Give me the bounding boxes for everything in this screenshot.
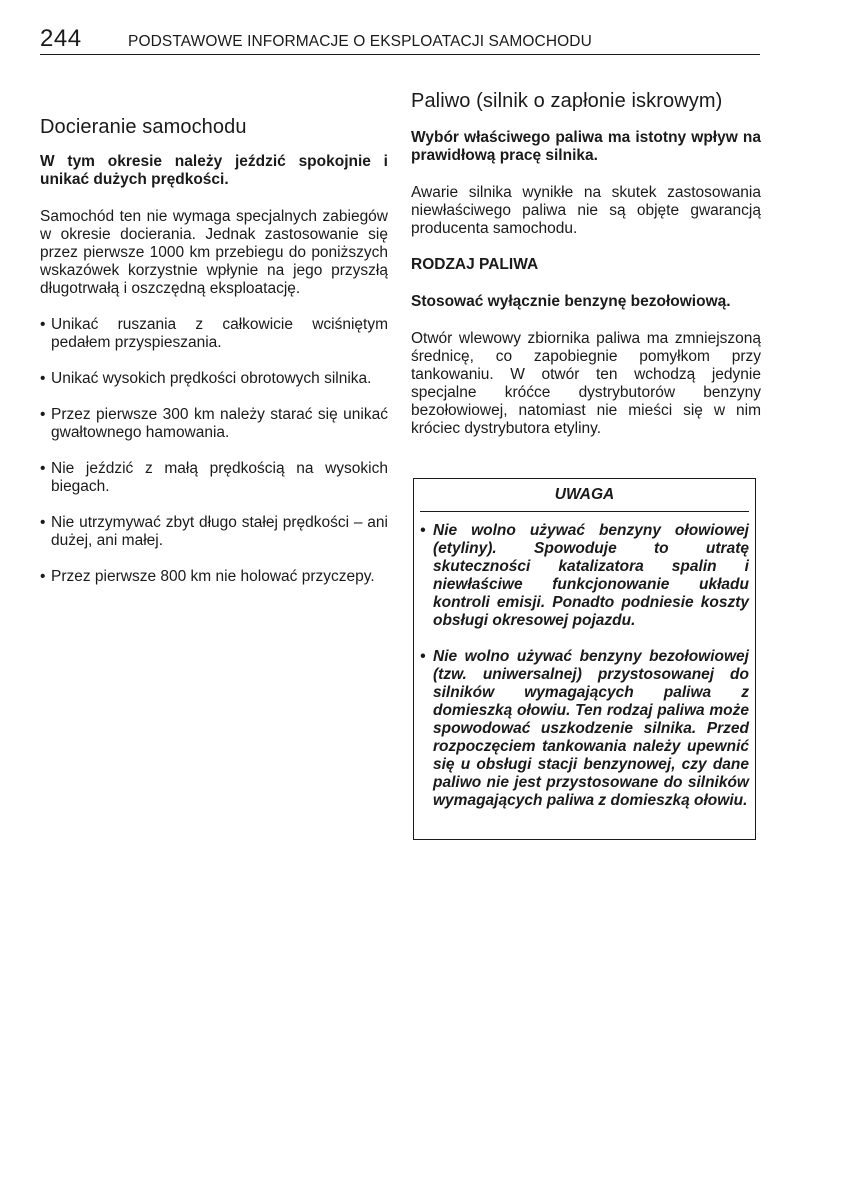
list-item: • Nie utrzymywać zbyt długo stałej prędkości – ani dużej, ani małej.: [40, 514, 388, 550]
warning-box: [413, 478, 756, 840]
break-in-list: [40, 316, 388, 586]
list-item: • Nie jeździć z małą prędkością na wysokich biegach.: [40, 460, 388, 496]
filler-neck-text: Otwór wlewowy zbiornika paliwa ma zmniejszoną średnicę, co zapobiegnie pomyłkom przy tankowaniu. W otwór ten wchodzą jedynie specjalne króćce dystrybutorów benzyny bezołowiowej, natomiast nie mieści się w nim króciec dystrybutora etyliny.: [411, 330, 761, 437]
right-column: [411, 88, 761, 456]
section-heading-break-in: Docieranie samochodu: [40, 116, 247, 138]
warning-item: • Nie wolno używać benzyny ołowiowej (etyliny). Spowoduje to utratę skuteczności katalizatora spalin i niewłaściwe funkcjonowanie układu kontroli emisji. Ponadto podniesie koszty obsługi okresowej pojazdu.: [420, 522, 749, 630]
left-column: [40, 88, 388, 604]
fuel-type-subheading: RODZAJ PALIWA: [411, 256, 539, 273]
section-heading-fuel: Paliwo (silnik o zapłonie iskrowym): [411, 90, 723, 112]
warning-title: UWAGA: [420, 479, 749, 512]
list-item: • Unikać ruszania z całkowicie wciśniętym pedałem przyspieszania.: [40, 316, 388, 352]
fuel-warranty-text: Awarie silnika wynikłe na skutek zastosowania niewłaściwego paliwa nie są objęte gwarancją producenta samochodu.: [411, 184, 761, 237]
fuel-type-emphasis: Stosować wyłącznie benzynę bezołowiową.: [411, 293, 731, 310]
page-number: 244: [40, 25, 82, 52]
list-item: • Przez pierwsze 300 km należy starać się unikać gwałtownego hamowania.: [40, 406, 388, 442]
break-in-body: Samochód ten nie wymaga specjalnych zabiegów w okresie docierania. Jednak zastosowanie się przez pierwsze 1000 km przebiegu do poniższych wskazówek korzystnie wpłynie na jego przyszłą długotrwałą i oszczędną eksploatację.: [40, 208, 388, 297]
warning-item: • Nie wolno używać benzyny bezołowiowej (tzw. uniwersalnej) przystosowanej do silników wymagających paliwa z domieszką ołowiu. Ten rodzaj paliwa może spowodować uszkodzenie silnika. Przed rozpoczęciem tankowania należy upewnić się u obsługi stacji benzynowej, czy dane paliwo nie jest przystosowane do silników wymagających paliwa z domieszką ołowiu.: [420, 648, 749, 810]
page-header: [40, 26, 760, 55]
break-in-lead: W tym okresie należy jeździć spokojnie i unikać dużych prędkości.: [40, 153, 388, 188]
list-item: • Unikać wysokich prędkości obrotowych silnika.: [40, 370, 388, 388]
list-item: • Przez pierwsze 800 km nie holować przyczepy.: [40, 568, 388, 586]
warning-list: [414, 512, 755, 810]
fuel-lead: Wybór właściwego paliwa ma istotny wpływ na prawidłową pracę silnika.: [411, 129, 761, 164]
running-title: PODSTAWOWE INFORMACJE O EKSPLOATACJI SAMOCHODU: [128, 33, 592, 50]
